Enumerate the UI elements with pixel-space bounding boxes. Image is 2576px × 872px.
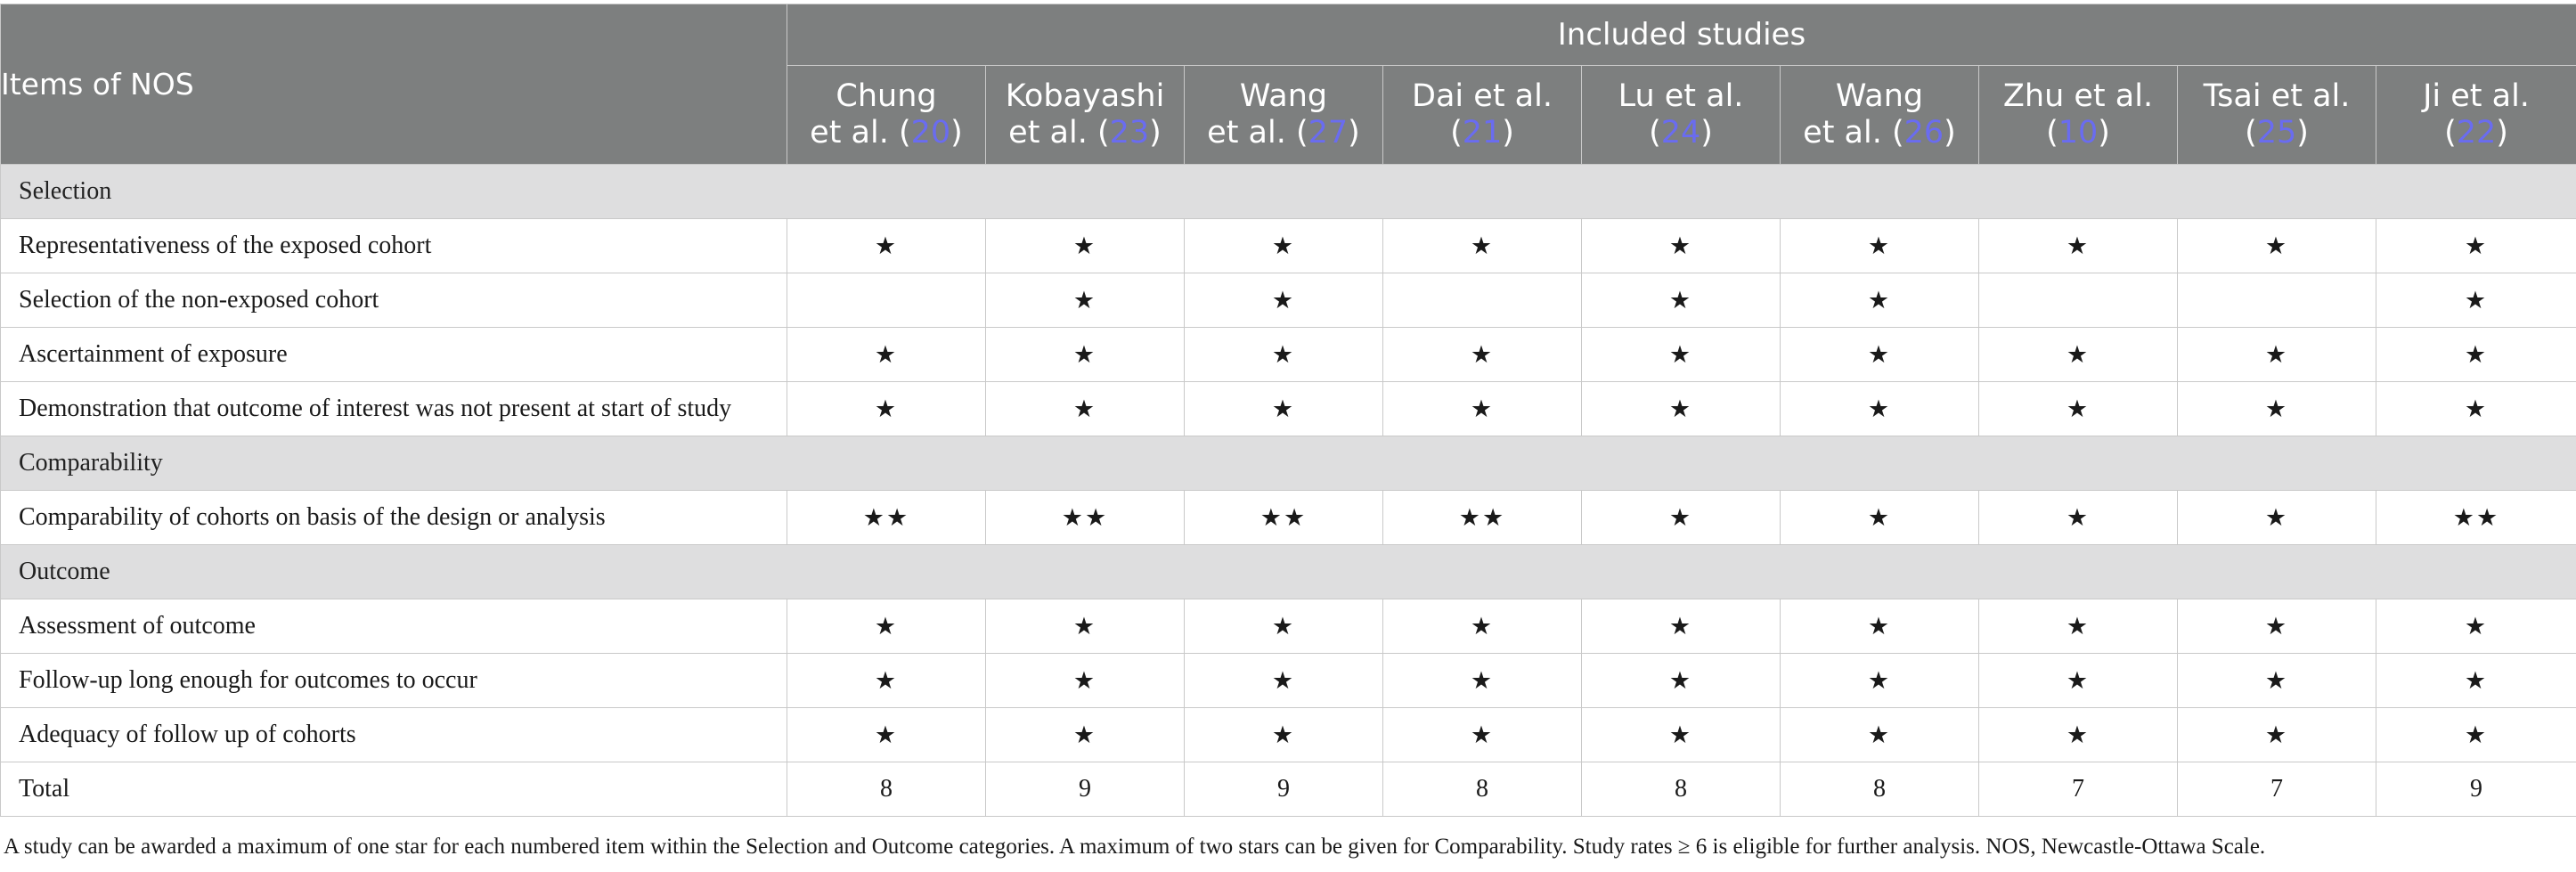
star-rating-cell: ★ <box>787 654 986 708</box>
star-rating-cell: ★ <box>1781 219 1979 273</box>
star-rating-cell: ★ <box>1781 382 1979 436</box>
study-name-line: ( <box>2444 115 2457 151</box>
star-rating-cell: ★ <box>2178 599 2376 654</box>
total-score-cell: 9 <box>1185 762 1383 817</box>
total-score-cell: 9 <box>2376 762 2576 817</box>
items-header: Items of NOS <box>1 4 787 165</box>
star-rating-cell: ★ <box>2178 382 2376 436</box>
star-rating-cell: ★ <box>986 708 1185 762</box>
study-name-line: Kobayashi <box>1005 78 1165 114</box>
study-header <box>1185 66 1383 165</box>
star-rating-cell: ★ <box>1979 599 2178 654</box>
reference-link[interactable]: 22 <box>2456 115 2497 151</box>
total-score-cell: 9 <box>986 762 1185 817</box>
star-rating-cell: ★ <box>1582 599 1781 654</box>
star-rating-cell: ★ <box>1979 328 2178 382</box>
study-name-line: et al. ( <box>1207 115 1308 151</box>
star-rating-cell: ★★ <box>986 491 1185 545</box>
reference-close: ) <box>1944 115 1956 151</box>
table-footnote: A study can be awarded a maximum of one star for each numbered item within the Selection and Outcome categories. A maximum of two stars can be given for Comparability. Study rates ≥ 6 is eligible for further analysis. NOS, Newcastle-Ottawa Scale. <box>4 835 2266 859</box>
star-rating-cell: ★ <box>2178 708 2376 762</box>
study-header <box>787 66 986 165</box>
table-row <box>1 219 2576 273</box>
total-score-cell: 7 <box>2178 762 2376 817</box>
star-rating-cell: ★ <box>1383 654 1582 708</box>
star-rating-cell: ★ <box>2376 708 2576 762</box>
star-rating-cell: ★ <box>787 599 986 654</box>
header-row-group <box>1 4 2576 66</box>
table-row <box>1 599 2576 654</box>
table-row <box>1 273 2576 328</box>
study-name-line: Wang <box>1835 78 1924 114</box>
study-name-line: ( <box>1649 115 1661 151</box>
reference-close: ) <box>1149 115 1162 151</box>
star-rating-cell: ★ <box>1781 599 1979 654</box>
study-name-line: Chung <box>836 78 937 114</box>
reference-link[interactable]: 21 <box>1462 115 1503 151</box>
star-rating-cell: ★ <box>1781 654 1979 708</box>
star-rating-cell: ★ <box>986 382 1185 436</box>
study-header <box>1979 66 2178 165</box>
category-row <box>1 545 2576 599</box>
study-name-line: Lu et al. <box>1618 78 1744 114</box>
reference-link[interactable]: 26 <box>1903 115 1944 151</box>
item-label: Representativeness of the exposed cohort <box>1 219 787 273</box>
star-rating-cell: ★ <box>787 219 986 273</box>
study-header <box>2376 66 2576 165</box>
item-label: Ascertainment of exposure <box>1 328 787 382</box>
table-row <box>1 491 2576 545</box>
reference-close: ) <box>1502 115 1514 151</box>
star-rating-cell: ★ <box>2178 654 2376 708</box>
star-rating-cell: ★★ <box>1383 491 1582 545</box>
star-rating-cell: ★ <box>1383 219 1582 273</box>
study-name-line: et al. ( <box>1008 115 1110 151</box>
star-rating-cell: ★ <box>2178 219 2376 273</box>
total-score-cell: 8 <box>1383 762 1582 817</box>
category-label: Comparability <box>1 436 2576 491</box>
star-rating-cell <box>787 273 986 328</box>
category-row <box>1 165 2576 219</box>
star-rating-cell: ★ <box>2178 491 2376 545</box>
star-rating-cell: ★ <box>986 273 1185 328</box>
item-label: Follow-up long enough for outcomes to occur <box>1 654 787 708</box>
star-rating-cell: ★ <box>787 708 986 762</box>
star-rating-cell: ★ <box>2178 328 2376 382</box>
star-rating-cell <box>1383 273 1582 328</box>
star-rating-cell: ★★ <box>1185 491 1383 545</box>
study-name-line: et al. ( <box>810 115 911 151</box>
study-name-line: Zhu et al. <box>2002 78 2154 114</box>
star-rating-cell: ★ <box>2376 219 2576 273</box>
study-name-line: Dai et al. <box>1412 78 1553 114</box>
star-rating-cell: ★ <box>2376 382 2576 436</box>
total-row <box>1 762 2576 817</box>
nos-quality-table <box>0 4 2576 817</box>
study-name-line: Wang <box>1239 78 1328 114</box>
star-rating-cell: ★ <box>1979 654 2178 708</box>
reference-close: ) <box>1700 115 1713 151</box>
star-rating-cell: ★ <box>787 328 986 382</box>
star-rating-cell: ★ <box>1979 219 2178 273</box>
star-rating-cell: ★ <box>1185 382 1383 436</box>
table-row <box>1 382 2576 436</box>
star-rating-cell: ★ <box>1979 382 2178 436</box>
item-label: Adequacy of follow up of cohorts <box>1 708 787 762</box>
included-studies-header: Included studies <box>787 4 2576 66</box>
reference-link[interactable]: 23 <box>1109 115 1150 151</box>
star-rating-cell: ★ <box>1781 328 1979 382</box>
category-label: Selection <box>1 165 2576 219</box>
star-rating-cell: ★ <box>1582 328 1781 382</box>
table-row <box>1 654 2576 708</box>
study-header <box>1582 66 1781 165</box>
star-rating-cell: ★ <box>1781 708 1979 762</box>
star-rating-cell: ★ <box>2376 273 2576 328</box>
star-rating-cell: ★ <box>1185 273 1383 328</box>
total-label: Total <box>1 762 787 817</box>
star-rating-cell: ★ <box>1979 708 2178 762</box>
study-header <box>986 66 1185 165</box>
star-rating-cell: ★ <box>1185 708 1383 762</box>
star-rating-cell: ★ <box>1582 708 1781 762</box>
star-rating-cell: ★ <box>1781 491 1979 545</box>
star-rating-cell: ★ <box>1185 654 1383 708</box>
reference-close: ) <box>2296 115 2309 151</box>
star-rating-cell: ★ <box>2376 328 2576 382</box>
star-rating-cell: ★ <box>986 654 1185 708</box>
table-row <box>1 708 2576 762</box>
total-score-cell: 8 <box>787 762 986 817</box>
reference-close: ) <box>1348 115 1360 151</box>
item-label: Demonstration that outcome of interest was not present at start of study <box>1 382 787 436</box>
table-row <box>1 328 2576 382</box>
star-rating-cell: ★ <box>1185 599 1383 654</box>
total-score-cell: 7 <box>1979 762 2178 817</box>
study-header <box>2178 66 2376 165</box>
star-rating-cell: ★ <box>1781 273 1979 328</box>
reference-close: ) <box>2098 115 2110 151</box>
reference-link[interactable]: 24 <box>1660 115 1701 151</box>
study-name-line: et al. ( <box>1803 115 1904 151</box>
category-row <box>1 436 2576 491</box>
study-name-line: ( <box>2245 115 2257 151</box>
item-label: Comparability of cohorts on basis of the design or analysis <box>1 491 787 545</box>
reference-link[interactable]: 20 <box>910 115 951 151</box>
star-rating-cell: ★ <box>1582 273 1781 328</box>
item-label: Assessment of outcome <box>1 599 787 654</box>
item-label: Selection of the non-exposed cohort <box>1 273 787 328</box>
table-body <box>1 165 2576 817</box>
study-header <box>1781 66 1979 165</box>
star-rating-cell: ★ <box>1582 654 1781 708</box>
star-rating-cell: ★ <box>1582 382 1781 436</box>
total-score-cell: 8 <box>1582 762 1781 817</box>
star-rating-cell: ★ <box>1383 708 1582 762</box>
star-rating-cell: ★ <box>1383 382 1582 436</box>
star-rating-cell: ★ <box>986 599 1185 654</box>
study-name-line: ( <box>1450 115 1463 151</box>
reference-link[interactable]: 10 <box>2058 115 2099 151</box>
star-rating-cell: ★ <box>787 382 986 436</box>
star-rating-cell <box>1979 273 2178 328</box>
total-score-cell: 8 <box>1781 762 1979 817</box>
reference-close: ) <box>950 115 963 151</box>
star-rating-cell: ★ <box>986 219 1185 273</box>
star-rating-cell: ★ <box>1582 219 1781 273</box>
star-rating-cell: ★ <box>1383 328 1582 382</box>
star-rating-cell: ★ <box>1185 328 1383 382</box>
star-rating-cell: ★ <box>2376 599 2576 654</box>
study-header <box>1383 66 1582 165</box>
study-name-line: Tsai et al. <box>2203 78 2351 114</box>
study-name-line: ( <box>2046 115 2058 151</box>
star-rating-cell: ★ <box>986 328 1185 382</box>
reference-close: ) <box>2496 115 2508 151</box>
star-rating-cell: ★ <box>1582 491 1781 545</box>
star-rating-cell: ★ <box>1383 599 1582 654</box>
reference-link[interactable]: 27 <box>1308 115 1349 151</box>
star-rating-cell: ★★ <box>2376 491 2576 545</box>
star-rating-cell: ★★ <box>787 491 986 545</box>
study-name-line: Ji et al. <box>2423 78 2530 114</box>
star-rating-cell: ★ <box>1979 491 2178 545</box>
star-rating-cell: ★ <box>2376 654 2576 708</box>
category-label: Outcome <box>1 545 2576 599</box>
reference-link[interactable]: 25 <box>2256 115 2297 151</box>
star-rating-cell: ★ <box>1185 219 1383 273</box>
star-rating-cell <box>2178 273 2376 328</box>
